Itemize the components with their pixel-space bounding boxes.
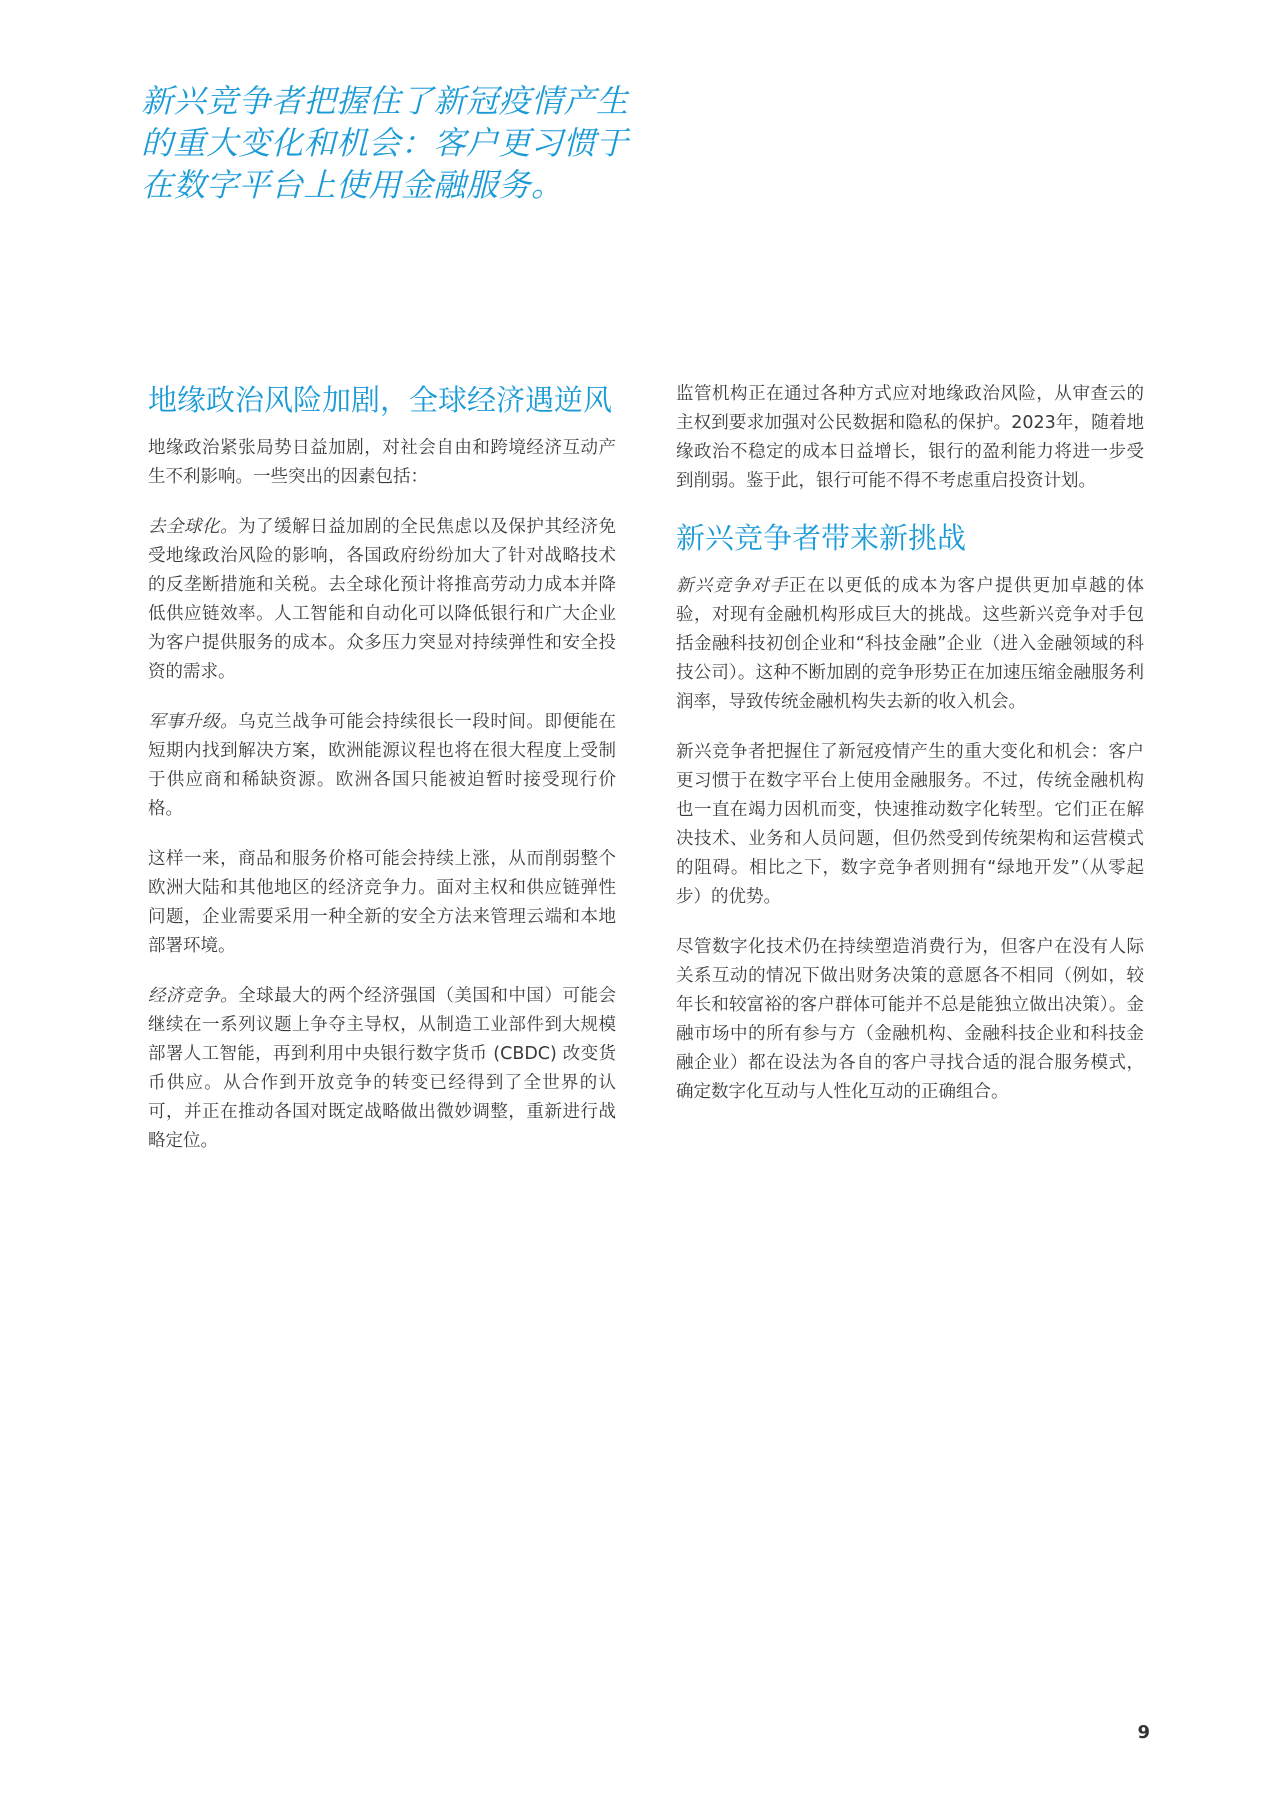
paragraph-military: [148, 708, 616, 824]
right-column: [676, 380, 1144, 1128]
paragraph-economic: [148, 982, 616, 1156]
paragraph-text: 乌克兰战争可能会持续很长一段时间。即便能在短期内找到解决方案，欧洲能源议程也将在很大程度上受制于供应商和稀缺资源。欧洲各国只能被迫暂时接受现行价格。: [148, 712, 617, 819]
paragraph-regulators: 监管机构正在通过各种方式应对地缘政治风险，从审查云的主权到要求加强对公民数据和隐私的保护。2023年，随着地缘政治不稳定的成本日益增长，银行的盈利能力将进一步受到削弱。鉴于此，银行可能不得不考虑重启投资计划。: [676, 384, 1144, 491]
lead-term: 军事升级。: [148, 712, 239, 732]
section-heading-competitors: 新兴竞争者带来新挑战: [676, 521, 967, 555]
paragraph-text: 为了缓解日益加剧的全民焦虑以及保护其经济免受地缘政治风险的影响，各国政府纷纷加大了针对战略技术的反垄断措施和关税。去全球化预计将推高劳动力成本并降低供应链效率。人工智能和自动化可以降低银行和广大企业为客户提供服务的成本。众多压力突显对持续弹性和安全投资的需求。: [148, 517, 617, 682]
paragraph-consequence: 这样一来，商品和服务价格可能会持续上涨，从而削弱整个欧洲大陆和其他地区的经济竞争力。面对主权和供应链弹性问题，企业需要采用一种全新的安全方法来管理云端和本地部署环境。: [148, 849, 616, 956]
lead-term: 经济竞争。: [148, 986, 239, 1006]
page-number: 9: [1137, 1722, 1150, 1743]
lead-term: 新兴竞争对手: [676, 576, 789, 596]
paragraph-intro: 地缘政治紧张局势日益加剧，对社会自由和跨境经济互动产生不利影响。一些突出的因素包括：: [148, 438, 616, 487]
paragraph-pandemic: 新兴竞争者把握住了新冠疫情产生的重大变化和机会：客户更习惯于在数字平台上使用金融服务。不过，传统金融机构也一直在竭力因机而变，快速推动数字化转型。它们正在解决技术、业务和人员问题，但仍然受到传统架构和运营模式的阻碍。相比之下，数字竞争者则拥有“绿地开发”（从零起步）的优势。: [676, 742, 1144, 907]
paragraph-competitors: [676, 572, 1144, 717]
paragraph-deglobalization: [148, 513, 616, 687]
section-heading-geopolitics: 地缘政治风险加剧，全球经济遇逆风: [148, 383, 613, 417]
lead-term: 去全球化。: [148, 517, 239, 537]
paragraph-text: 正在以更低的成本为客户提供更加卓越的体验，对现有金融机构形成巨大的挑战。这些新兴竞争对手包括金融科技初创企业和“科技金融”企业（进入金融领域的科技公司）。这种不断加剧的竞争形势正在加速压缩金融服务利润率，导致传统金融机构失去新的收入机会。: [676, 576, 1144, 712]
left-column: [148, 380, 616, 1177]
paragraph-digital: 尽管数字化技术仍在持续塑造消费行为，但客户在没有人际关系互动的情况下做出财务决策的意愿各不相同（例如，较年长和较富裕的客户群体可能并不总是能独立做出决策）。金融市场中的所有参与方（金融机构、金融科技企业和科技金融企业）都在设法为各自的客户寻找合适的混合服务模式，确定数字化互动与人性化互动的正确组合。: [676, 937, 1144, 1102]
pull-quote: 新兴竞争者把握住了新冠疫情产生的重大变化和机会：客户更习惯于在数字平台上使用金融服务。: [141, 82, 629, 204]
paragraph-text: 全球最大的两个经济强国（美国和中国）可能会继续在一系列议题上争夺主导权，从制造工业部件到大规模部署人工智能，再到利用中央银行数字货币 (CBDC) 改变货币供应。从合作到开放竞争的转变已经得到了全世界的认可，并正在推动各国对既定战略做出微妙调整，重新进行战略定位。: [148, 986, 617, 1151]
